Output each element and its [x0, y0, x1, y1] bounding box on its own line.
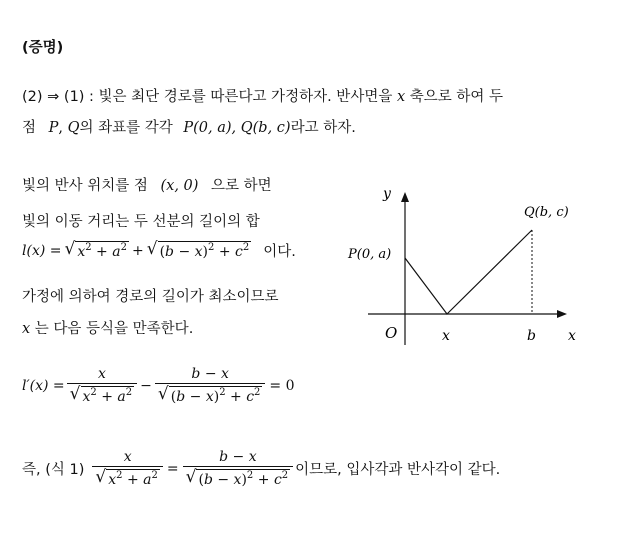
fraction-1: x √ $x^2 + a^2$ [67, 366, 138, 405]
x-axis-arrow [557, 310, 567, 318]
para2-line4: 가정에 의하여 경로의 길이가 최소이므로 [22, 289, 279, 305]
conclusion-post: 이므로, 입사각과 반사각이 같다. [295, 462, 501, 478]
derivative-lhs: l′(x) = [22, 377, 65, 394]
para2-line5-post: 는 다음 등식을 만족한다. [34, 321, 194, 337]
para2-line5-var: x [22, 321, 31, 337]
distance-lhs: l(x) = [22, 242, 62, 259]
distance-formula: l(x) = √ $x^2 + a^2$ + √ $(b - x)^2 + c^2$ 이다. [22, 239, 296, 260]
para1-line1-var: x [396, 89, 406, 105]
derivative-rhs: = 0 [269, 377, 295, 394]
x-axis-label: x [568, 328, 576, 344]
conclusion-fraction-2-numerator: b − x [219, 449, 257, 465]
y-axis-label: y [383, 186, 391, 202]
proof-heading: (증명) [22, 40, 64, 56]
conclusion-line: 즉, (식 1) x √ $x^2 + a^2$ = b − x √ $(b - x)^2 + c^2$ 이므로, 입사각과 반사각이 같다. [22, 449, 501, 488]
b-tick-label: b [527, 328, 536, 344]
para1-line2-post: 라고 하자. [290, 120, 356, 136]
conclusion-fraction-1-numerator: x [123, 449, 132, 465]
conclusion-pre: 즉, (식 1) [22, 462, 85, 478]
origin-label: O [385, 324, 398, 342]
conclusion-fraction-2: b − x √ $(b - x)^2 + c^2$ [183, 449, 294, 488]
point-p-diagram-label: P(0, a) [348, 247, 392, 262]
para1-line1-pre: (2) ⇒ (1) : 빛은 최단 경로를 따른다고 가정하자. 반사면을 [22, 89, 393, 105]
sqrt-term-2: √ $(b - x)^2 + c^2$ [146, 239, 250, 260]
light-path [405, 230, 532, 314]
distance-post: 이다. [263, 244, 296, 260]
sqrt-term-1: √ $x^2 + a^2$ [64, 239, 127, 260]
coordinates-pq: P(0, a), Q(b, c) [183, 120, 291, 136]
point-q-diagram-label: Q(b, c) [524, 205, 569, 220]
para1-line1-post: 축으로 하여 두 [409, 89, 504, 105]
para1-line2-pre: 점 [22, 120, 37, 136]
point-q-label: Q [67, 120, 80, 136]
reflection-point: (x, 0) [160, 178, 199, 194]
para2-line1-post: 으로 하면 [211, 178, 272, 194]
fraction-1-numerator: x [97, 366, 106, 382]
para1-line2-mid: 의 좌표를 각각 [79, 120, 173, 136]
derivative-equation: l′(x) = x √ $x^2 + a^2$ − b − x √ $(b - x)^2 + c^2$ = 0 [22, 366, 295, 405]
para2-line2: 빛의 이동 거리는 두 선분의 길이의 합 [22, 214, 260, 230]
x-tick-label: x [442, 328, 450, 344]
point-separator: , [58, 120, 63, 136]
point-p-label: P [48, 120, 59, 136]
fraction-2: b − x √ $(b - x)^2 + c^2$ [155, 366, 266, 405]
y-axis-arrow [401, 192, 409, 202]
fraction-2-numerator: b − x [191, 366, 229, 382]
conclusion-fraction-1: x √ $x^2 + a^2$ [92, 449, 163, 488]
para2-line1-pre: 빛의 반사 위치를 점 [22, 178, 148, 194]
